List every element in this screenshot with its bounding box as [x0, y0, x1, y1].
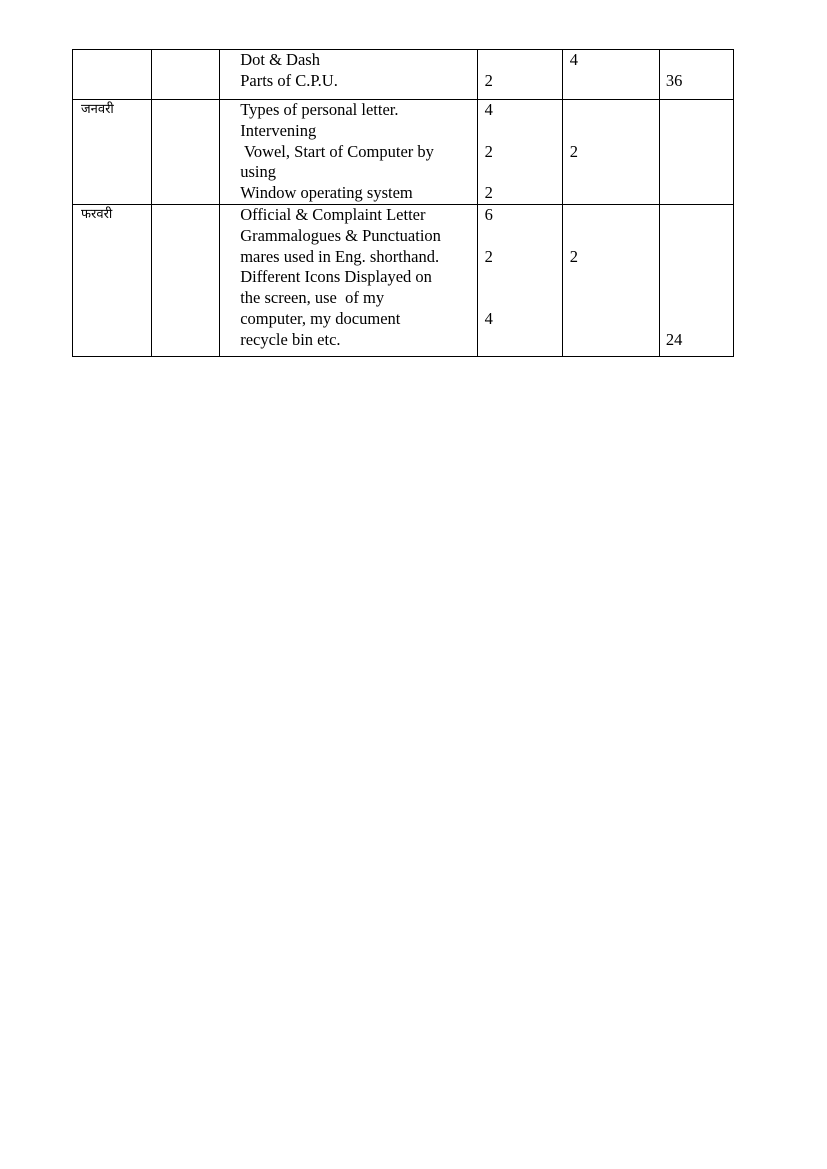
total-periods-value — [666, 100, 733, 121]
theory-periods-value — [485, 267, 562, 288]
theory-periods-value: 2 — [484, 141, 493, 161]
practical-periods-value — [570, 100, 659, 121]
practical-periods-value — [570, 183, 659, 204]
topic-line: computer, my document — [240, 308, 401, 328]
practical-periods-value — [570, 162, 659, 183]
theory-periods-value — [485, 121, 562, 142]
topic-line: using — [240, 162, 276, 182]
month-cell — [73, 50, 152, 100]
month-label: फरवरी — [81, 207, 113, 222]
month-cell — [73, 205, 152, 357]
total-periods-value — [666, 226, 733, 247]
topic-cell — [220, 50, 477, 100]
topic-line: Official & Complaint Letter — [240, 205, 426, 224]
total-periods-value — [666, 267, 733, 288]
theory-periods-value — [485, 162, 562, 183]
practical-periods-value: 2 — [569, 246, 578, 266]
practical-periods-value: 2 — [569, 141, 578, 161]
blank-cell — [152, 50, 220, 100]
theory-periods-value — [485, 288, 562, 309]
theory-periods-value: 4 — [484, 308, 493, 328]
practical-periods-value — [570, 71, 659, 92]
practical-periods-cell — [562, 50, 659, 100]
total-periods-cell — [659, 205, 733, 357]
theory-periods-value: 2 — [484, 183, 493, 203]
theory-periods-value: 2 — [484, 246, 493, 266]
practical-periods-value — [570, 121, 659, 142]
theory-periods-value — [485, 50, 562, 71]
practical-periods-value: 4 — [569, 50, 578, 69]
total-periods-cell — [659, 50, 733, 100]
topic-line: Types of personal letter. — [240, 100, 399, 119]
practical-periods-cell — [562, 100, 659, 205]
theory-periods-value: 4 — [484, 100, 493, 119]
theory-periods-value: 6 — [484, 205, 493, 224]
theory-periods-value — [485, 330, 562, 351]
topic-line: Grammalogues & Punctuation — [240, 225, 441, 245]
blank-cell — [152, 205, 220, 357]
topic-line: recycle bin etc. — [240, 329, 341, 349]
topic-line: Parts of C.P.U. — [240, 70, 338, 90]
topic-line: mares used in Eng. shorthand. — [240, 246, 440, 266]
practical-periods-value — [570, 205, 659, 226]
total-periods-cell — [659, 100, 733, 205]
practical-periods-cell — [562, 205, 659, 357]
total-periods-value: 36 — [665, 70, 683, 90]
topic-cell — [220, 100, 477, 205]
total-periods-value — [666, 247, 733, 268]
month-cell — [73, 100, 152, 205]
syllabus-table — [72, 49, 734, 357]
total-periods-value — [666, 50, 733, 71]
theory-periods-cell — [477, 100, 562, 205]
table-row — [73, 100, 734, 205]
total-periods-value — [666, 205, 733, 226]
month-label: जनवरी — [81, 102, 114, 117]
theory-periods-cell — [477, 205, 562, 357]
table-row — [73, 205, 734, 357]
table-row — [73, 50, 734, 100]
total-periods-value — [666, 309, 733, 330]
topic-line: Different Icons Displayed on — [240, 267, 432, 287]
topic-line: Window operating system — [240, 183, 413, 203]
blank-cell — [152, 100, 220, 205]
total-periods-value — [666, 288, 733, 309]
topic-cell — [220, 205, 477, 357]
practical-periods-value — [570, 226, 659, 247]
theory-periods-value: 2 — [484, 70, 493, 90]
theory-periods-value — [485, 226, 562, 247]
topic-line: Intervening — [240, 120, 317, 140]
total-periods-value: 24 — [665, 329, 683, 349]
topic-line: the screen, use of my — [240, 288, 385, 308]
theory-periods-cell — [477, 50, 562, 100]
topic-line: Vowel, Start of Computer by — [240, 141, 434, 161]
topic-line: Dot & Dash — [240, 50, 320, 69]
